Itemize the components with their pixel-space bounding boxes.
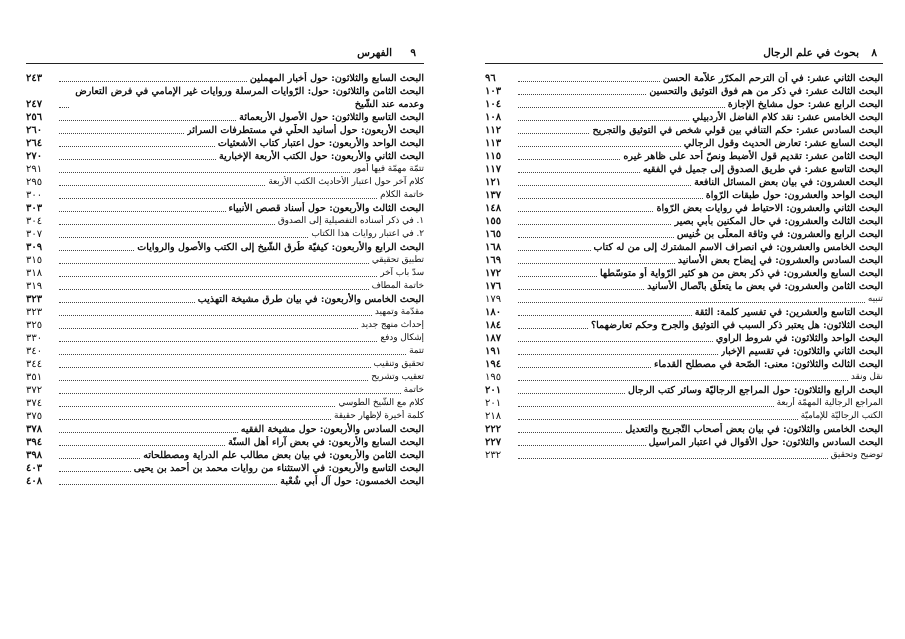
toc-entry xyxy=(26,163,424,176)
toc-entry-page: ٣٠٤ xyxy=(26,216,43,227)
toc-entry-page: ٩٦ xyxy=(485,73,496,84)
toc-entry-page: ١٢١ xyxy=(485,177,502,188)
toc-entry-title: البحث الخامس والأربعون: في بيان طرق مشيخة التهذيب xyxy=(197,294,424,305)
toc-entry xyxy=(485,423,883,436)
right-page-number: ٨ xyxy=(871,47,877,59)
toc-leader-dots xyxy=(518,380,848,381)
toc-entry-title: البحث الخامس والثلاثون: في بيان بعض أصحاب التّجريح والتعديل xyxy=(625,424,883,435)
toc-leader-dots xyxy=(59,419,331,420)
toc-entry-title: البحث السابع عشر: تعارض الحديث وقول الرجالي xyxy=(683,138,883,149)
toc-entry xyxy=(26,462,424,475)
toc-entry-title: كلام مع الشّيخ الطوسي xyxy=(338,398,424,408)
toc-leader-dots xyxy=(518,172,640,173)
toc-leader-dots xyxy=(59,276,377,277)
toc-entry-page: ١٦٨ xyxy=(485,242,502,253)
toc-entry-title: البحث الرابع والثلاثون: حول المراجع الرجاليّة وسائر كتب الرجال xyxy=(627,385,883,396)
toc-entry-title: البحث السادس والثلاثون: حول الأقوال في اعتبار المراسيل xyxy=(648,437,883,448)
toc-entry-title: البحث العشرون: في بيان بعض المسائل النافعة xyxy=(694,177,883,188)
toc-entry-page: ٢٧٠ xyxy=(26,151,43,162)
toc-entry-title: تحقيق وتنقيب xyxy=(373,359,424,369)
toc-leader-dots xyxy=(59,302,195,303)
left-page xyxy=(8,0,438,639)
toc-entry xyxy=(485,228,883,241)
toc-entry-page: ٢٤٧ xyxy=(26,99,43,110)
toc-entry-page: ٣٢٣ xyxy=(26,294,43,305)
toc-leader-dots xyxy=(518,133,589,134)
toc-entry-title: توضيح وتحقيق xyxy=(830,450,883,460)
toc-entry-title: البحث السادس عشر: حكم التنافي بين قولي شخص في التوثيق والتجريح xyxy=(592,125,883,136)
toc-entry xyxy=(485,150,883,163)
toc-entry-title: البحث الثاني والأربعون: حول الكتب الأربعة الإخبارية xyxy=(218,151,424,162)
toc-entry-page: ٣٧٤ xyxy=(26,398,43,409)
toc-entry xyxy=(26,137,424,150)
toc-leader-dots xyxy=(59,263,369,264)
toc-leader-dots xyxy=(59,432,238,433)
toc-entry-page: ٣٧٨ xyxy=(26,424,43,435)
toc-entry xyxy=(26,397,424,410)
toc-entry-title: البحث الثالث عشر: في ذكر من هم فوق التوثيق والتحسين xyxy=(649,86,883,97)
right-page-header xyxy=(493,47,879,61)
toc-leader-dots xyxy=(518,94,646,95)
toc-leader-dots xyxy=(59,445,225,446)
toc-entry xyxy=(485,124,883,137)
toc-entry xyxy=(485,358,883,371)
right-toc-list xyxy=(485,72,883,462)
toc-leader-dots xyxy=(59,120,236,121)
toc-entry-title: البحث الثالث والثلاثون: معنى: الصّحة في مصطلح القدماء xyxy=(653,359,883,370)
toc-entry xyxy=(26,319,424,332)
toc-entry xyxy=(485,384,883,397)
toc-entry-title: تنبيه xyxy=(867,294,883,304)
toc-leader-dots xyxy=(518,263,675,264)
toc-entry-title: البحث الثاني والثلاثون: في تقسيم الإخبار xyxy=(720,346,883,357)
toc-entry-title: البحث السابع والثلاثون: حول أخبار المهملين xyxy=(249,73,424,84)
toc-leader-dots xyxy=(59,380,368,381)
toc-entry-page: ١٧٦ xyxy=(485,281,502,292)
toc-leader-dots xyxy=(518,120,689,121)
toc-leader-dots xyxy=(59,341,377,342)
toc-entry-page: ٣٠٧ xyxy=(26,229,43,240)
toc-leader-dots xyxy=(59,328,358,329)
toc-entry-title: البحث الخمسون: حول آل أبي شُعْبة xyxy=(280,476,424,487)
toc-entry-page: ١٨٧ xyxy=(485,333,502,344)
toc-leader-dots xyxy=(518,419,798,420)
toc-entry-title: سدّ باب آخر xyxy=(380,268,424,278)
toc-entry xyxy=(485,254,883,267)
toc-leader-dots xyxy=(518,302,865,303)
toc-entry xyxy=(26,150,424,163)
toc-leader-dots xyxy=(59,211,226,212)
toc-entry-page: ١١٥ xyxy=(485,151,502,162)
toc-entry-page: ٣٢٣ xyxy=(26,307,43,318)
toc-leader-dots xyxy=(59,315,372,316)
toc-entry-page: ١١٢ xyxy=(485,125,502,136)
toc-entry-title: خاتمة الكلام xyxy=(380,190,424,200)
toc-entry-page: ٢٠١ xyxy=(485,385,502,396)
toc-entry-title: البحث السابع والأربعون: في بعض آراء أهل السنّة xyxy=(228,437,424,448)
toc-entry-title: البحث الثامن والعشرون: في بعض ما يتعلّق باتّصال الأسانيد xyxy=(647,281,883,292)
toc-leader-dots xyxy=(518,315,692,316)
toc-leader-dots xyxy=(59,393,401,394)
toc-entry xyxy=(26,436,424,449)
toc-entry-page: ١٩٤ xyxy=(485,359,502,370)
toc-leader-dots xyxy=(59,289,369,290)
toc-entry-page: ٣١٨ xyxy=(26,268,43,279)
toc-entry-title: تتمّة مهمّة فيها أمور xyxy=(352,164,424,174)
toc-entry-page: ١٠٨ xyxy=(485,112,502,123)
toc-entry-page: ١٧٩ xyxy=(485,294,502,305)
toc-entry-title: البحث الرابع عشر: حول مشايخ الإجازة xyxy=(727,99,883,110)
toc-entry xyxy=(485,345,883,358)
toc-leader-dots xyxy=(59,185,265,186)
toc-leader-dots xyxy=(518,198,703,199)
toc-entry-page: ٢٥٦ xyxy=(26,112,43,123)
toc-entry-page: ٢٢٢ xyxy=(485,424,502,435)
toc-entry-title: البحث السابع والعشرون: في ذكر بعض من هو كثير الرّواية أو متوسّطها xyxy=(599,268,883,279)
toc-leader-dots xyxy=(59,354,406,355)
toc-leader-dots xyxy=(518,159,620,160)
toc-leader-dots xyxy=(59,81,247,82)
toc-leader-dots xyxy=(59,133,184,134)
toc-entry-title: البحث التاسع والعشرين: في تفسير كلمة: الثقة xyxy=(694,307,883,318)
toc-entry-page: ٢٦٠ xyxy=(26,125,43,136)
toc-entry-page: ٣٥١ xyxy=(26,372,43,383)
toc-entry xyxy=(26,72,424,85)
toc-entry-page: ١٨٠ xyxy=(485,307,502,318)
toc-leader-dots xyxy=(59,471,131,472)
toc-entry-page: ٣١٩ xyxy=(26,281,43,292)
toc-leader-dots xyxy=(518,406,774,407)
toc-entry-page: ١٦٩ xyxy=(485,255,502,266)
toc-leader-dots xyxy=(59,172,350,173)
toc-entry-title: البحث الواحد والثلاثون: في شروط الراوي xyxy=(715,333,883,344)
toc-entry-page: ١٠٤ xyxy=(485,99,502,110)
toc-entry-title: البحث الخامس عشر: نقد كلام الفاضل الأردبيلي xyxy=(692,112,883,123)
toc-entry-page: ٣٠٩ xyxy=(26,242,43,253)
toc-entry xyxy=(26,306,424,319)
toc-entry-page: ١٠٣ xyxy=(485,86,502,97)
toc-entry xyxy=(485,410,883,423)
toc-leader-dots xyxy=(59,406,335,407)
toc-entry-title: كلام آخر حول اعتبار الأحاديث الكتب الأربعة xyxy=(268,177,424,187)
toc-entry-title: البحث الثاني والعشرون: الاحتياط في روايات بعض الرّواة xyxy=(656,203,883,214)
right-header-title: بحوث في علم الرجال xyxy=(763,47,859,59)
toc-entry-page: ٢٠١ xyxy=(485,398,502,409)
toc-entry-page: ١٧٢ xyxy=(485,268,502,279)
toc-leader-dots xyxy=(518,146,681,147)
toc-entry xyxy=(26,124,424,137)
toc-leader-dots xyxy=(518,107,725,108)
toc-entry xyxy=(26,228,424,241)
toc-leader-dots xyxy=(518,354,718,355)
toc-entry xyxy=(26,254,424,267)
toc-entry-page: ٣٠٠ xyxy=(26,190,43,201)
toc-leader-dots xyxy=(59,146,215,147)
toc-entry xyxy=(26,85,424,111)
toc-leader-dots xyxy=(518,250,591,251)
toc-entry-page: ٢٩١ xyxy=(26,164,43,175)
toc-entry xyxy=(26,280,424,293)
toc-entry-title: خاتمة xyxy=(403,385,424,395)
toc-entry-page: ١٨٤ xyxy=(485,320,502,331)
toc-leader-dots xyxy=(518,445,646,446)
toc-entry xyxy=(26,410,424,423)
toc-entry-page: ٣٩٨ xyxy=(26,450,43,461)
toc-entry-title: البحث الواحد والأربعون: حول اعتبار كتاب الأشعثيات xyxy=(217,138,424,149)
toc-leader-dots xyxy=(518,185,691,186)
toc-entry-title: البحث الثامن والثلاثون: حول: الرّوايات المرسلة وروايات غير الإمامي في فرض التعارض وعدمه عند الشّيخ xyxy=(75,86,424,110)
toc-entry-page: ٤٠٨ xyxy=(26,476,43,487)
left-header-rule xyxy=(26,63,424,64)
toc-entry-page: ٣٠٣ xyxy=(26,203,43,214)
toc-entry xyxy=(485,449,883,462)
toc-entry xyxy=(485,72,883,85)
toc-entry xyxy=(485,241,883,254)
toc-entry-title: البحث التاسع عشر: في طريق الصدوق إلى جميل في الفقيه xyxy=(642,164,883,175)
toc-entry-title: نقل ونقد xyxy=(850,372,883,382)
toc-entry xyxy=(485,111,883,124)
toc-leader-dots xyxy=(518,237,674,238)
toc-leader-dots xyxy=(518,458,828,459)
toc-entry-page: ٣٣٠ xyxy=(26,333,43,344)
toc-entry-title: البحث الثامن والأربعون: في بيان بعض مطالب علم الدراية ومصطلحاته xyxy=(143,450,424,461)
toc-entry xyxy=(26,384,424,397)
toc-entry xyxy=(485,163,883,176)
toc-entry xyxy=(26,267,424,280)
right-header-rule xyxy=(485,63,883,64)
toc-entry xyxy=(485,202,883,215)
toc-leader-dots xyxy=(518,289,644,290)
toc-entry-title: ١. في ذكر أسناده التفصيلية إلى الصدوق xyxy=(277,216,424,226)
toc-entry xyxy=(26,371,424,384)
toc-entry xyxy=(485,267,883,280)
toc-entry-page: ١٦٥ xyxy=(485,229,502,240)
toc-leader-dots xyxy=(518,432,622,433)
toc-entry-title: تطبيق تحقيقي xyxy=(371,255,424,265)
toc-leader-dots xyxy=(518,81,660,82)
toc-entry xyxy=(26,189,424,202)
toc-entry xyxy=(485,293,883,306)
toc-entry xyxy=(485,319,883,332)
toc-entry-title: البحث الخامس والعشرون: في انصراف الاسم المشترك إلى من له كتاب xyxy=(593,242,883,253)
toc-entry xyxy=(485,306,883,319)
toc-entry xyxy=(485,397,883,410)
toc-entry-title: إشكال ودفع xyxy=(380,333,424,343)
toc-entry-title: البحث الثلاثون: هل يعتبر ذكر السبب في التوثيق والجرح وحكم تعارضهما؟ xyxy=(591,320,883,331)
toc-entry xyxy=(26,345,424,358)
toc-leader-dots xyxy=(59,458,140,459)
toc-entry-title: البحث الثامن عشر: تقديم قول الأضبط ونصّ أحد على ظاهر غيره xyxy=(623,151,883,162)
toc-entry-title: تعقيب وتشريح xyxy=(371,372,424,382)
toc-entry-title: البحث الثالث والعشرون: في حال المكنين بأبي بصير xyxy=(674,216,883,227)
toc-entry xyxy=(485,137,883,150)
toc-entry-page: ٣٧٢ xyxy=(26,385,43,396)
toc-leader-dots xyxy=(518,367,651,368)
toc-entry-page: ٤٠٣ xyxy=(26,463,43,474)
toc-entry xyxy=(26,358,424,371)
left-page-number: ٩ xyxy=(410,47,416,59)
toc-leader-dots xyxy=(518,224,671,225)
toc-entry xyxy=(485,176,883,189)
left-page-header xyxy=(34,47,420,61)
toc-entry-title: تتمة xyxy=(409,346,424,356)
toc-entry xyxy=(26,449,424,462)
toc-leader-dots xyxy=(518,211,653,212)
toc-entry-page: ٣٧٥ xyxy=(26,411,43,422)
toc-entry xyxy=(26,241,424,254)
toc-entry-page: ٢٩٥ xyxy=(26,177,43,188)
toc-leader-dots xyxy=(518,393,625,394)
toc-entry-page: ١١٣ xyxy=(485,138,502,149)
toc-entry xyxy=(26,332,424,345)
toc-entry-page: ٣٤٤ xyxy=(26,359,43,370)
toc-entry-page: ١٥٥ xyxy=(485,216,502,227)
toc-entry-page: ١٩٥ xyxy=(485,372,502,383)
toc-entry-page: ١٩١ xyxy=(485,346,502,357)
toc-entry-page: ١٤٨ xyxy=(485,203,502,214)
toc-entry-page: ١١٧ xyxy=(485,164,502,175)
toc-entry-title: كلمة أخيرة لإظهار حقيقة xyxy=(333,411,424,421)
toc-entry xyxy=(485,189,883,202)
toc-entry-title: البحث الثالث والأربعون: حول أسناد قصص الأنبياء xyxy=(228,203,424,214)
toc-entry-title: البحث الرابع والعشرون: في وثاقة المعلّى بن خُنيس xyxy=(676,229,883,240)
toc-entry-title: البحث التاسع والثلاثون: حول الأصول الأربعمائة xyxy=(239,112,424,123)
toc-entry xyxy=(485,436,883,449)
toc-entry-title: المراجع الرجالية المهمّة أربعة xyxy=(776,398,883,408)
toc-entry-page: ٣٢٥ xyxy=(26,320,43,331)
toc-entry xyxy=(485,332,883,345)
toc-leader-dots xyxy=(59,250,134,251)
toc-leader-dots xyxy=(59,367,371,368)
left-toc-list xyxy=(26,72,424,488)
toc-leader-dots xyxy=(59,484,277,485)
right-page xyxy=(467,0,897,639)
toc-entry-title: مقدّمة وتمهيد xyxy=(374,307,424,317)
toc-entry xyxy=(485,98,883,111)
left-header-title: الفهرس xyxy=(357,47,392,59)
toc-entry xyxy=(26,215,424,228)
toc-entry-title: البحث الرابع والأربعون: كيفيّة طُرق الشّيخ إلى الكتب والأصول والروايات xyxy=(137,242,424,253)
toc-entry-title: البحث الواحد والعشرون: حول طبقات الرّواة xyxy=(705,190,883,201)
toc-entry-title: البحث الأربعون: حول أسانيد الحلّي في مستطرفات السرائر xyxy=(186,125,424,136)
toc-leader-dots xyxy=(518,328,588,329)
toc-leader-dots xyxy=(518,276,597,277)
toc-entry xyxy=(26,423,424,436)
toc-entry-title: إحداث منهج جديد xyxy=(360,320,424,330)
toc-entry-title: الكتب الرجاليّة للإماميّة xyxy=(800,411,883,421)
toc-entry xyxy=(485,280,883,293)
toc-entry xyxy=(26,475,424,488)
toc-leader-dots xyxy=(59,237,308,238)
toc-entry xyxy=(485,215,883,228)
toc-entry xyxy=(26,111,424,124)
toc-entry xyxy=(485,371,883,384)
toc-leader-dots xyxy=(59,107,69,108)
toc-entry-page: ٢٣٢ xyxy=(485,450,502,461)
toc-entry xyxy=(26,293,424,306)
toc-entry-page: ٣٤٠ xyxy=(26,346,43,357)
toc-entry xyxy=(26,176,424,189)
toc-entry-page: ٢٤٣ xyxy=(26,73,43,84)
toc-leader-dots xyxy=(518,341,713,342)
toc-entry-page: ٣٩٤ xyxy=(26,437,43,448)
toc-entry-title: خاتمة المطاف xyxy=(371,281,424,291)
toc-leader-dots xyxy=(59,159,216,160)
toc-entry-title: البحث السادس والعشرون: في إيضاح بعض الأسانيد xyxy=(677,255,883,266)
toc-entry xyxy=(485,85,883,98)
toc-entry-page: ٢٦٤ xyxy=(26,138,43,149)
toc-entry-page: ٢٢٧ xyxy=(485,437,502,448)
toc-entry-page: ٣١٥ xyxy=(26,255,43,266)
toc-entry-title: ٢. في اعتبار روايات هذا الكتاب xyxy=(311,229,424,239)
toc-entry-title: البحث الثاني عشر: في أن الترحم المكرّر علاّمة الحسن xyxy=(662,73,883,84)
toc-leader-dots xyxy=(59,224,275,225)
toc-entry-title: البحث السادس والأربعون: حول مشيخة الفقيه xyxy=(240,424,424,435)
toc-entry xyxy=(26,202,424,215)
toc-entry-title: البحث التاسع والأربعون: في الاستثناء من روايات محمد بن أحمد بن يحيى xyxy=(133,463,424,474)
toc-leader-dots xyxy=(59,198,377,199)
toc-entry-page: ٢١٨ xyxy=(485,411,502,422)
toc-entry-page: ١٣٧ xyxy=(485,190,502,201)
